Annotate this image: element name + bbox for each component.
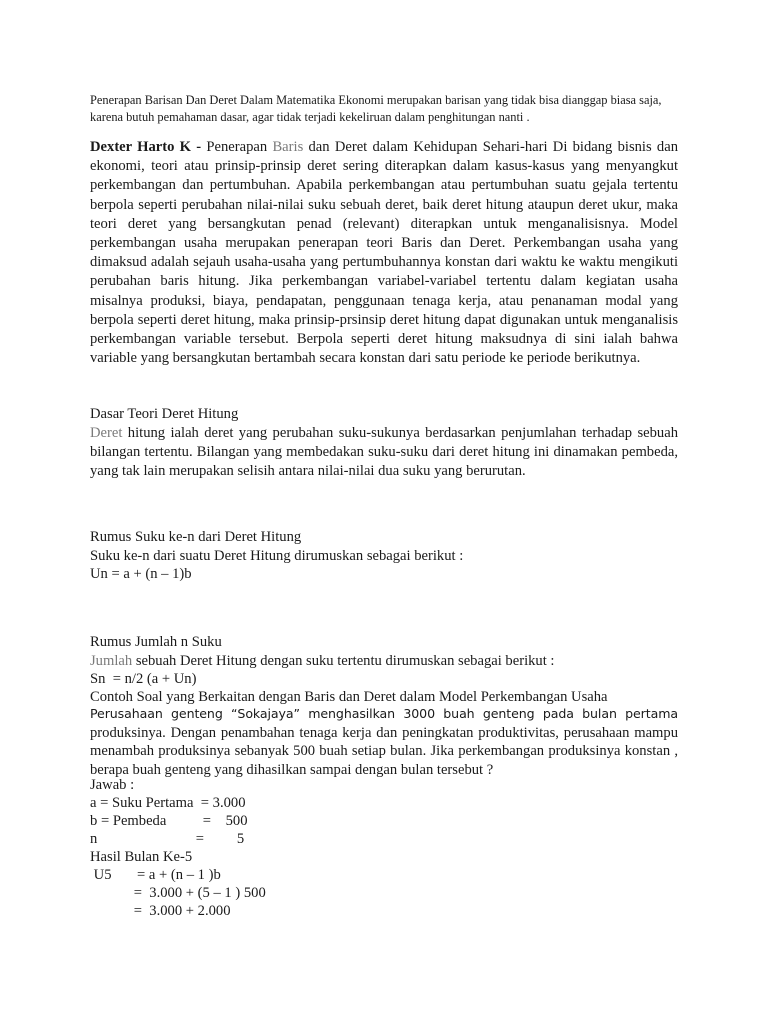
- hasil-heading: Hasil Bulan Ke-5: [90, 849, 193, 865]
- rumus-jumlah-desc-text: sebuah Deret Hitung dengan suku tertentu dirumuskan sebagai berikut :: [132, 653, 555, 669]
- jumlah-link[interactable]: Jumlah: [90, 653, 133, 669]
- u5-line-1: U5 = a + (n – 1 )b: [90, 867, 221, 883]
- u5-line-2: = 3.000 + (5 – 1 ) 500: [90, 885, 266, 901]
- jawab-n-line: n = 5: [90, 831, 245, 847]
- baris-link[interactable]: Baris: [272, 139, 304, 155]
- intro-paragraph: Penerapan Barisan Dan Deret Dalam Matematika Ekonomi merupakan barisan yang tidak bisa dianggap biasa saja, karena butuh pemahaman dasar, agar tidak terjadi kekeliruan dalam penghitungan nanti .: [90, 93, 662, 124]
- dasar-body-text: hitung ialah deret yang perubahan suku-sukunya berdasarkan penjumlahan terhadap sebuah bilangan tertentu. Bilangan yang membedakan suku-suku dari deret hitung ini dinamakan pembeda, yang tak lain merupakan selisih antara nilai-nilai dua suku yang berurutan.: [90, 425, 678, 480]
- u5-line-3: = 3.000 + 2.000: [90, 903, 231, 919]
- jawab-a-line: a = Suku Pertama = 3.000: [90, 795, 246, 811]
- rumus-jumlah-description: [90, 652, 554, 671]
- rumus-suku-formula: Un = a + (n – 1)b: [90, 566, 192, 582]
- soal-paragraph: [90, 705, 678, 779]
- deret-link[interactable]: Deret: [90, 425, 123, 441]
- soal-rest: produksinya. Dengan penambahan tenaga kerja dan peningkatan produktivitas, perusahaan mampu menambah produksinya sebanyak 500 buah setiap bulan. Jika perkembangan produksinya konstan , berapa buah genteng yang dihasilkan sampai dengan bulan tersebut ?: [90, 724, 678, 778]
- rumus-suku-description: Suku ke-n dari suatu Deret Hitung dirumuskan sebagai berikut :: [90, 548, 464, 564]
- contoh-soal-heading: Contoh Soal yang Berkaitan dengan Baris dan Deret dalam Model Perkembangan Usaha: [90, 689, 608, 705]
- soal-first-line: Perusahaan genteng “Sokajaya” menghasilkan 3000 buah genteng pada bulan pertama: [90, 706, 678, 721]
- rumus-jumlah-heading: Rumus Jumlah n Suku: [90, 634, 222, 650]
- rumus-jumlah-formula: Sn = n/2 (a + Un): [90, 671, 197, 687]
- dasar-paragraph: [90, 424, 678, 482]
- main-body-text: dan Deret dalam Kehidupan Sehari-hari Di bidang bisnis dan ekonomi, teori atau prinsip-prinsip deret sering diterapkan dalam kasus-kasus yang menyangkut perkembangan dan pertumbuhan. Apabila perkembangan atau pertumbuhan suatu gejala tertentu berpola seperti perubahan nilai-nilai suku sebuah deret, baik deret hitung ataupun deret ukur, maka teori deret yang bersangkutan penad (relevant) diterapkan untuk menganalisisnya. Model perkembangan usaha merupakan penerapan teori Baris dan Deret. Perkembangan usaha yang dimaksud adalah sejauh usaha-usaha yang pertumbuhannya konstan dari waktu ke waktu mengikuti perubahan baris hitung. Jika perkembangan variabel-variabel tertentu dalam kegiatan usaha misalnya produksi, biaya, pendapatan, penggunaan tenaga kerja, atau penanaman modal yang berpola seperti deret hitung, maka prinsip-prsinsip deret hitung dapat digunakan untuk menganalisis perkembangan variable tersebut. Berpola seperti deret hitung maksudnya di sini ialah bahwa variable yang bersangkutan bertambah secara konstan dari satu periode ke periode berikutnya.: [90, 139, 678, 367]
- dasar-heading: Dasar Teori Deret Hitung: [90, 406, 239, 422]
- jawab-b-line: b = Pembeda = 500: [90, 813, 248, 829]
- author-name: Dexter Harto K -: [90, 139, 207, 155]
- rumus-suku-heading: Rumus Suku ke-n dari Deret Hitung: [90, 529, 302, 545]
- jawab-label: Jawab :: [90, 777, 135, 793]
- main-paragraph: [90, 138, 678, 368]
- main-lead-text: Penerapan: [206, 139, 273, 155]
